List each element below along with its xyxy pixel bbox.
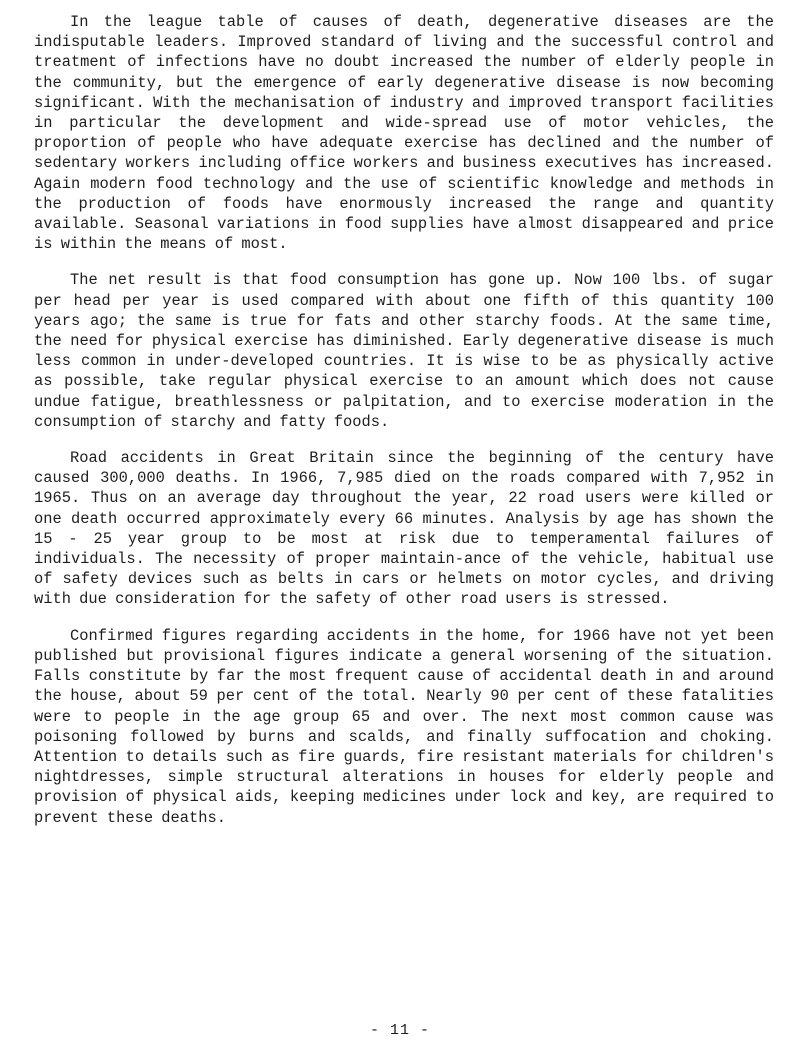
paragraph-home-accidents: Confirmed figures regarding accidents in the home, for 1966 have not yet been published but provisional figures indicate a general worsening of the situation. Falls constitute by far the most frequent cause of accidental death in and around the house, about 59 per cent of the total. Nearly 90 per cent of these fatalities were to people in the age group 65 and over. The next most common cause was poisoning followed by burns and scalds, and finally suffocation and choking. Attention to details such as fire guards, fire resistant materials for children's nightdresses, simple structural alterations in houses for elderly people and provision of physical aids, keeping medicines under lock and key, are required to prevent these deaths. <box>34 626 774 827</box>
document-page <box>34 12 774 828</box>
page-number: - 11 - <box>369 1022 430 1039</box>
paragraph-degenerative-diseases: In the league table of causes of death, degenerative diseases are the indisputable leaders. Improved standard of living and the successful control and treatment of infections have no doubt increased the number of elderly people in the community, but the emergence of early degenerative disease is now becoming significant. With the mechanisation of industry and improved transport facilities in particular the development and wide-spread use of motor vehicles, the proportion of people who have adequate exercise has declined and the number of sedentary workers including office workers and business executives has increased. Again modern food technology and the use of scientific knowledge and methods in the production of foods have enormously increased the range and quantity available. Seasonal variations in food supplies have almost disappeared and price is within the means of most. <box>34 13 774 254</box>
paragraph-road-accidents: Road accidents in Great Britain since the beginning of the century have caused 300,000 deaths. In 1966, 7,985 died on the roads compared with 7,952 in 1965. Thus on an average day throughout the year, 22 road users were killed or one death occurred approximately every 66 minutes. Analysis by age has shown the 15 - 25 year group to be most at risk due to temperamental failures of individuals. The necessity of proper maintain-ance of the vehicle, habitual use of safety devices such as belts in cars or helmets on motor cycles, and driving with due consideration for the safety of other road users is stressed. <box>34 449 774 609</box>
paragraph-food-consumption: The net result is that food consumption has gone up. Now 100 lbs. of sugar per head per year is used compared with about one fifth of this quantity 100 years ago; the same is true for fats and other starchy foods. At the same time, the need for physical exercise has diminished. Early degenerative disease is much less common in under-developed countries. It is wise to be as physically active as possible, take regular physical exercise to an amount which does not cause undue fatigue, breathlessness or palpitation, and to exercise moderation in the consumption of starchy and fatty foods. <box>34 271 774 431</box>
